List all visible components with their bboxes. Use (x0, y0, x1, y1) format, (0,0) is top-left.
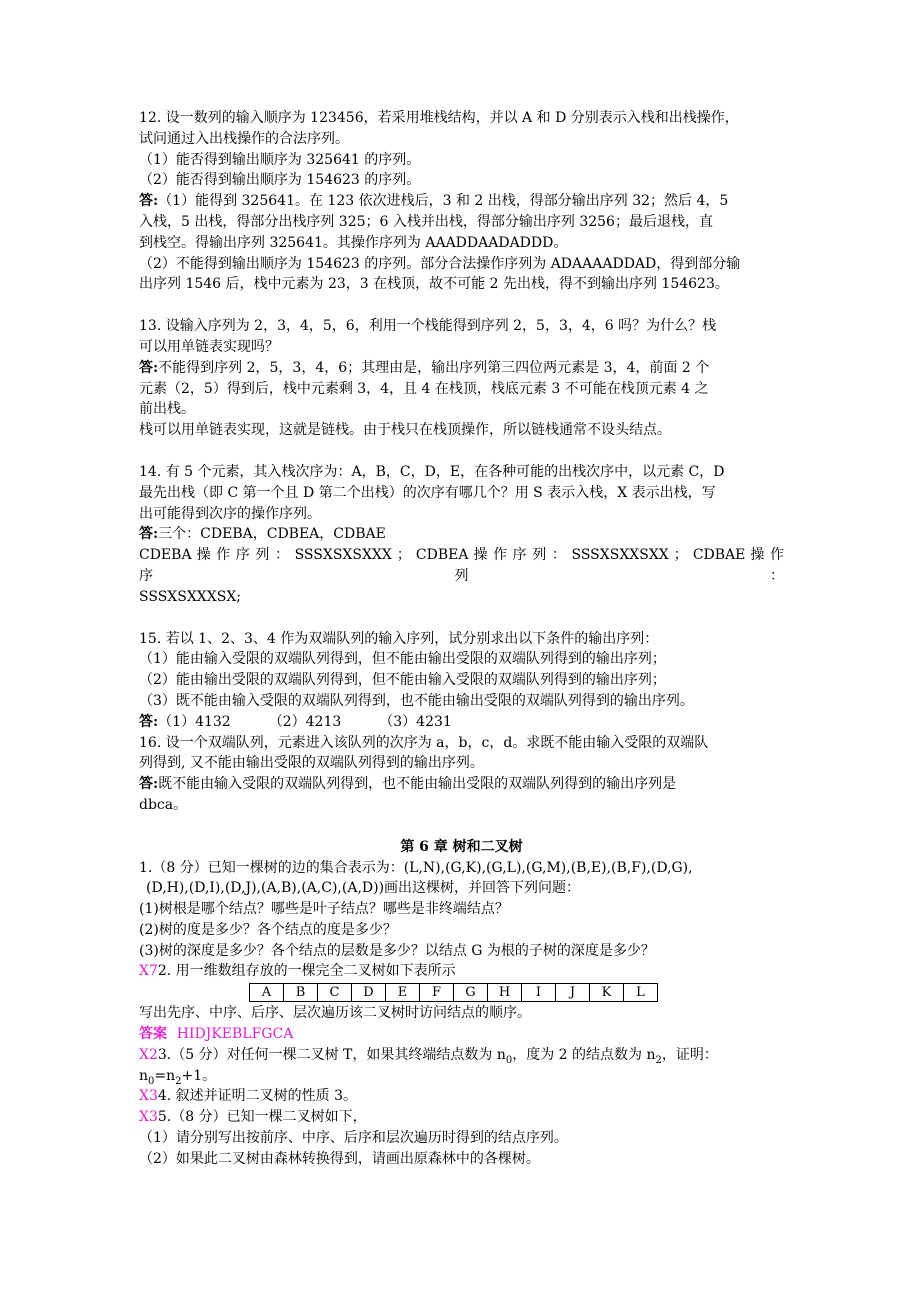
q15-answer-3: （3）4231 (379, 713, 452, 730)
q13-answer-text1: 不能得到序列 2，5，3，4，6；其理由是，输出序列第三四位两元素是 3，4，前面 2 个 (158, 359, 710, 376)
c2-answer-text: HIDJKEBLFGCA (176, 1026, 294, 1043)
q13-stem-line1: 13. 设输入序列为 2，3，4，5，6，利用一个栈能得到序列 2，5，3，4，6 吗？为什么？栈 (139, 318, 717, 335)
c3-line1 (139, 1045, 784, 1066)
document-page (139, 108, 784, 1170)
table-cell: K (590, 984, 624, 1002)
c3-line2 (139, 1066, 784, 1087)
c1-part3: (3)树的深度是多少？各个结点的层数是多少？以结点 G 为根的子树的深度是多少？ (139, 942, 655, 959)
spacer (139, 816, 784, 837)
table-cell: A (250, 984, 284, 1002)
c5-tag: X3 (139, 1109, 158, 1126)
table-cell: D (352, 984, 386, 1002)
q12-answer-text1: （1）能得到 325641。在 123 依次进栈后，3 和 2 出栈，得部分输出序列 32；然后 4，5 (158, 193, 729, 210)
q13-answer-line4: 栈可以用单链表实现，这就是链栈。由于栈只在栈顶操作，所以链栈通常不设头结点。 (139, 422, 671, 439)
q12-answer-line2: 入栈，5 出栈，得部分出栈序列 325；6 入栈并出栈，得部分输出序列 3256；最后退栈，直 (139, 213, 713, 230)
table-cell: F (420, 984, 454, 1002)
spacer (139, 608, 784, 629)
q15-answer-1: （1）4132 (158, 713, 231, 730)
q15-answer-2: （2）4213 (268, 713, 342, 730)
table-cell: B (284, 984, 318, 1002)
c2-tag: X7 (139, 963, 158, 980)
answer-label: 答: (139, 776, 159, 793)
q12-stem-line1: 12. 设一数列的输入顺序为 123456，若采用堆栈结构，并以 A 和 D 分别表示入栈和出栈操作， (139, 110, 739, 126)
c2-answer-label: 答案 (139, 1026, 167, 1043)
tree-array-table (249, 983, 658, 1002)
c3-end: ，证明： (661, 1046, 718, 1063)
q12-part1: （1）能否得到输出顺序为 325641 的序列。 (139, 151, 421, 168)
c2-text: 2. 用一维数组存放的一棵完全二叉树如下表所示 (157, 963, 456, 980)
q12-answer-line1 (139, 191, 784, 212)
c3-tag: X2 (139, 1046, 158, 1063)
c2-answer (139, 1024, 784, 1045)
c2-after: 写出先序、中序、后序、层次遍历该二叉树时访问结点的顺序。 (139, 1005, 531, 1022)
c1-part1: (1)树根是哪个结点？哪些是叶子结点？哪些是非终端结点？ (139, 901, 509, 918)
c4-tag: X3 (139, 1088, 158, 1105)
c5-part1: （1）请分别写出按前序、中序、后序和层次遍历时得到的结点序列。 (139, 1130, 568, 1147)
chapter-title: 第 6 章 树和二叉树 (400, 838, 523, 855)
table-cell: C (318, 984, 352, 1002)
c3-sub2: 2 (655, 1054, 662, 1066)
q12-stem-line2: 试问通过入出栈操作的合法序列。 (139, 130, 349, 147)
c1-line1: 1.（8 分）已知一棵树的边的集合表示为：(L,N),(G,K),(G,L),(G,M),(B,E),(B,F),(D,G), (139, 859, 693, 876)
spacer (139, 295, 784, 316)
c3-mid: ，度为 2 的结点数为 n (512, 1046, 656, 1063)
table-cell: G (454, 984, 488, 1002)
table-cell: I (522, 984, 556, 1002)
c3-text: 3.（5 分）对任何一棵二叉树 T，如果其终端结点数为 n (157, 1046, 506, 1063)
q14-answer-line2: CDEBA 操 作 序 列 ： SSSXSXSXXX ； CDBEA 操 作 序 列 ： SSSXSXXSXX ； CDBAE 操 作 序 列 ： (139, 547, 784, 584)
c4-line (139, 1086, 784, 1107)
q16-answer-line1 (139, 774, 784, 795)
c2-line (139, 961, 784, 982)
q14-answer-line3: SSSXSXXXSX; (139, 588, 242, 605)
q14-answer-text1: 三个：CDEBA，CDBEA，CDBAE (158, 526, 386, 543)
table-cell: L (624, 984, 658, 1002)
c5-part2: （2）如果此二叉树由森林转换得到，请画出原森林中的各棵树。 (139, 1150, 540, 1167)
q12-answer-line5: 出序列 1546 后，栈中元素为 23，3 在栈顶，故不可能 2 先出栈，得不到输出序列 154623。 (139, 276, 729, 293)
q14-stem-line3: 出可能得到次序的操作序列。 (139, 505, 321, 522)
c3-sub0: 0 (505, 1054, 513, 1066)
q13-answer-line1 (139, 358, 784, 379)
c3-l2b: =n (154, 1067, 176, 1084)
c3-l2sub0: 0 (148, 1075, 155, 1087)
q13-answer-line2: 元素（2，5）得到后，栈中元素剩 3，4，且 4 在栈顶，栈底元素 3 不可能在栈顶元素 4 之 (139, 380, 709, 397)
q15-part1: （1）能由输入受限的双端队列得到，但不能由输出受限的双端队列得到的输出序列； (139, 651, 666, 668)
q12-answer-line3: 到栈空。得输出序列 325641。其操作序列为 AAADDAADADDD。 (139, 234, 568, 251)
q13-stem-line2: 可以用单链表实现吗？ (139, 338, 279, 355)
answer-label: 答: (139, 713, 159, 730)
c5-text: 5.（8 分）已知一棵二叉树如下， (157, 1109, 367, 1126)
c3-l2c: +1。 (181, 1067, 217, 1084)
answer-label: 答: (139, 359, 159, 376)
c3-l2a: n (139, 1067, 149, 1084)
table-cell: J (556, 984, 590, 1002)
q16-answer-text1: 既不能由输入受限的双端队列得到，也不能由输出受限的双端队列得到的输出序列是 (158, 776, 677, 793)
c5-line (139, 1107, 784, 1128)
q15-answer-line (139, 712, 784, 733)
q15-stem: 15. 若以 1、2、3、4 作为双端队列的输入序列，试分别求出以下条件的输出序列： (139, 630, 659, 647)
q12-answer-line4: （2）不能得到输出顺序为 154623 的序列。部分合法操作序列为 ADAAAADDAD，得到部分输 (139, 255, 741, 272)
table-cell: H (488, 984, 522, 1002)
c4-text: 4. 叙述并证明二叉树的性质 3。 (157, 1088, 358, 1105)
q14-stem-line2: 最先出栈（即 C 第一个且 D 第二个出栈）的次序有哪几个？用 S 表示入栈，X 表示出栈，写 (139, 484, 716, 501)
c3-l2sub2: 2 (175, 1075, 182, 1087)
answer-label: 答: (139, 193, 159, 210)
q16-stem-line1: 16. 设一个双端队列，元素进入该队列的次序为 a，b，c，d。求既不能由输入受限的双端队 (139, 734, 709, 751)
q16-answer-line2: dbca。 (139, 796, 188, 813)
q15-part2: （2）能由输出受限的双端队列得到，但不能由输入受限的双端队列得到的输出序列； (139, 672, 666, 689)
c1-line2: (D,H),(D,I),(D,J),(A,B),(A,C),(A,D))画出这棵树，并回答下列问题： (146, 880, 581, 897)
answer-label: 答: (139, 526, 159, 543)
table-row (250, 984, 658, 1002)
spacer (139, 441, 784, 462)
q14-stem-line1: 14. 有 5 个元素，其入栈次序为：A，B，C，D，E，在各种可能的出栈次序中，以元素 C，D (139, 463, 725, 480)
q16-stem-line2: 列得到, 又不能由输出受限的双端队列得到的输出序列。 (139, 755, 484, 772)
q12-part2: （2）能否得到输出顺序为 154623 的序列。 (139, 172, 421, 189)
table-cell: E (386, 984, 420, 1002)
q15-part3: （3）既不能由输入受限的双端队列得到，也不能由输出受限的双端队列得到的输出序列。 (139, 692, 694, 709)
q13-answer-line3: 前出栈。 (139, 401, 195, 418)
c1-part2: (2)树的度是多少？各个结点的度是多少？ (139, 921, 397, 938)
q14-answer-line1 (139, 524, 784, 545)
